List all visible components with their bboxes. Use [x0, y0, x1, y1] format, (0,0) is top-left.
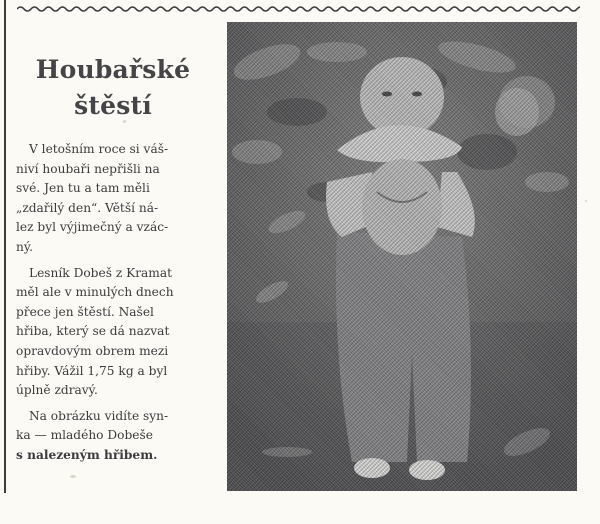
headline-line-1: Houbařské: [35, 55, 191, 84]
text-line: ka — mladého Dobeše: [16, 428, 153, 443]
text-line: své. Jen tu a tam měli: [16, 181, 150, 196]
paragraph-3-caption: [16, 407, 215, 466]
paper-speck: [70, 475, 76, 478]
text-line: ný.: [16, 239, 33, 254]
text-line: hřiby. Vážil 1,75 kg a byl: [16, 363, 168, 378]
text-line: lez byl výjimečný a vzác-: [16, 220, 169, 235]
text-line: V letošním roce si váš-: [29, 142, 169, 156]
article-body: [16, 140, 215, 472]
text-line: hřiba, který se dá nazvat: [16, 324, 170, 339]
text-line: s nalezeným hřibem.: [16, 447, 158, 462]
left-column-rule: [4, 0, 6, 493]
photo-illustration: [227, 22, 577, 491]
text-line: niví houbaři nepřišli na: [16, 161, 160, 176]
text-line: přece jen štěstí. Našel: [16, 304, 154, 319]
text-line: opravdovým obrem mezi: [16, 343, 169, 358]
paragraph-2: [16, 264, 215, 401]
paper-speck: [123, 120, 126, 123]
text-line: měl ale v minulých dnech: [16, 285, 174, 300]
halftone-photo-boy-with-mushroom: [227, 22, 577, 491]
paragraph-1: [16, 140, 215, 258]
text-line: úplně zdravý.: [16, 383, 98, 398]
text-line: Na obrázku vidíte syn-: [29, 408, 169, 423]
article-headline: [14, 52, 212, 124]
text-line: Lesník Dobeš z Kramat: [29, 265, 173, 280]
text-line: „zdařilý den“. Větší ná-: [16, 200, 159, 215]
headline-line-2: štěstí: [74, 91, 152, 120]
paper-speck: [585, 200, 587, 202]
wavy-top-rule: [17, 5, 580, 13]
